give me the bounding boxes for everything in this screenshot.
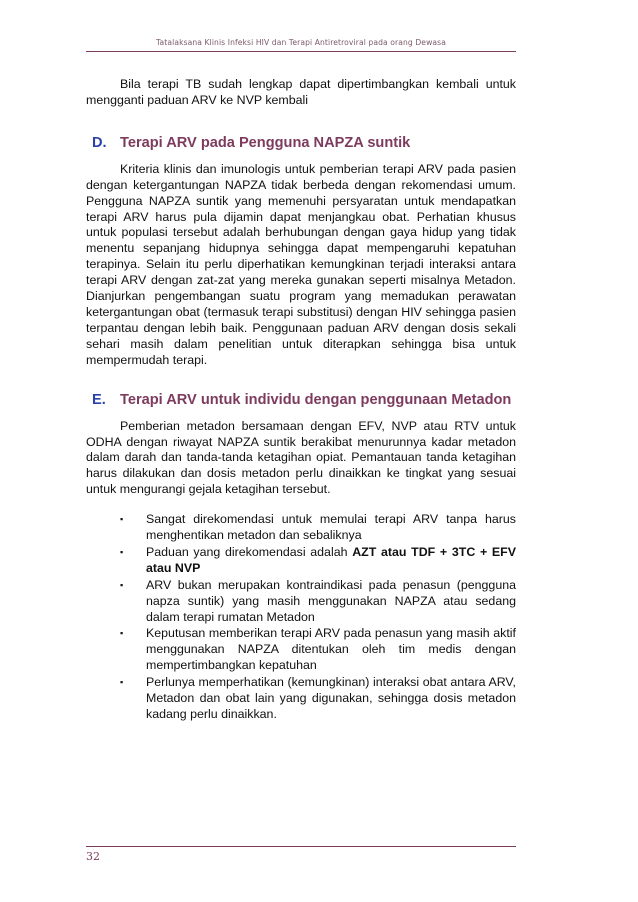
list-item-text: Sangat direkomendasi untuk memulai terapi ARV tanpa harus menghentikan metadon dan sebaliknya bbox=[146, 512, 516, 543]
bullet-marker: ▪ bbox=[120, 579, 124, 590]
section-e-letter: E. bbox=[92, 391, 106, 408]
intro-paragraph: Bila terapi TB sudah lengkap dapat dipertimbangkan kembali untuk mengganti paduan ARV ke NVP kembali bbox=[86, 77, 516, 107]
list-item-text: Paduan yang direkomendasi adalah bbox=[146, 544, 353, 559]
list-item bbox=[86, 545, 516, 577]
list-item-text: ARV bukan merupakan kontraindikasi pada penasun (pengguna napza suntik) yang masih menggunakan NAPZA atau sedang dalam terapi rumatan Metadon bbox=[146, 577, 516, 624]
bullet-marker: ▪ bbox=[120, 546, 124, 557]
list-item bbox=[86, 578, 516, 626]
page-number: 32 bbox=[86, 850, 100, 863]
section-e-title: Terapi ARV untuk individu dengan penggunaan Metadon bbox=[120, 391, 512, 408]
list-item-text: Keputusan memberikan terapi ARV pada penasun yang masih aktif menggunakan NAPZA ditentukan oleh tim medis dengan mempertimbangkan kepatuhan bbox=[146, 626, 516, 673]
running-header: Tatalaksana Klinis Infeksi HIV dan Terapi Antiretroviral pada orang Dewasa bbox=[156, 38, 446, 47]
section-e-paragraph: Pemberian metadon bersamaan dengan EFV, NVP atau RTV untuk ODHA dengan riwayat NAPZA suntik berakibat menurunnya kadar metadon dalam darah dan tanda-tanda ketagihan opiat. Pemantauan tanda ketagihan harus dilakukan dan dosis metadon perlu dinaikkan ke tingkat yang sesuai untuk mengurangi gejala ketagihan tersebut. bbox=[86, 418, 516, 497]
list-item bbox=[86, 675, 516, 723]
section-d-paragraph: Kriteria klinis dan imunologis untuk pemberian terapi ARV pada pasien dengan ketergantungan NAPZA tidak berbeda dengan rekomendasi umum. Pengguna NAPZA suntik yang memenuhi persyaratan untuk mendapatkan terapi ARV harus pula dijamin dapat menjangkau obat. Perhatian khusus untuk populasi tersebut adalah berhubungan dengan gaya hidup yang tidak menentu sepanjang hidupnya sehingga dapat mempengaruhi kepatuhan terapinya. Selain itu perlu diperhatikan kemungkinan terjadi interaksi antara terapi ARV dengan zat-zat yang mereka gunakan seperti misalnya Metadon. Dianjurkan pengembangan suatu program yang memadukan perawatan ketergantungan obat (termasuk terapi substitusi) dengan HIV sehingga pasien terpantau dengan lebih baik. Penggunaan paduan ARV dengan dosis sekali sehari masih dalam penelitian untuk diterapkan sehingga bisa untuk mempermudah terapi. bbox=[86, 161, 516, 367]
bullet-marker: ▪ bbox=[120, 514, 124, 525]
recommended-regimen: AZT atau TDF + 3TC + EFV atau NVP bbox=[146, 544, 517, 575]
list-item-text: Perlunya memperhatikan (kemungkinan) interaksi obat antara ARV, Metadon dan obat lain yang digunakan, sehingga dosis metadon kadang perlu dinaikkan. bbox=[146, 675, 516, 721]
list-item bbox=[86, 512, 516, 544]
section-d-heading bbox=[86, 134, 516, 152]
section-e-bullet-list bbox=[86, 512, 516, 723]
list-item bbox=[86, 626, 516, 674]
bullet-marker: ▪ bbox=[120, 628, 124, 639]
footer-rule bbox=[86, 846, 516, 847]
page-content bbox=[86, 77, 516, 724]
section-d-title: Terapi ARV pada Pengguna NAPZA suntik bbox=[120, 134, 411, 151]
header-rule bbox=[86, 51, 516, 52]
bullet-marker: ▪ bbox=[120, 677, 124, 688]
section-e-heading bbox=[86, 391, 516, 409]
section-d-letter: D. bbox=[92, 134, 107, 151]
